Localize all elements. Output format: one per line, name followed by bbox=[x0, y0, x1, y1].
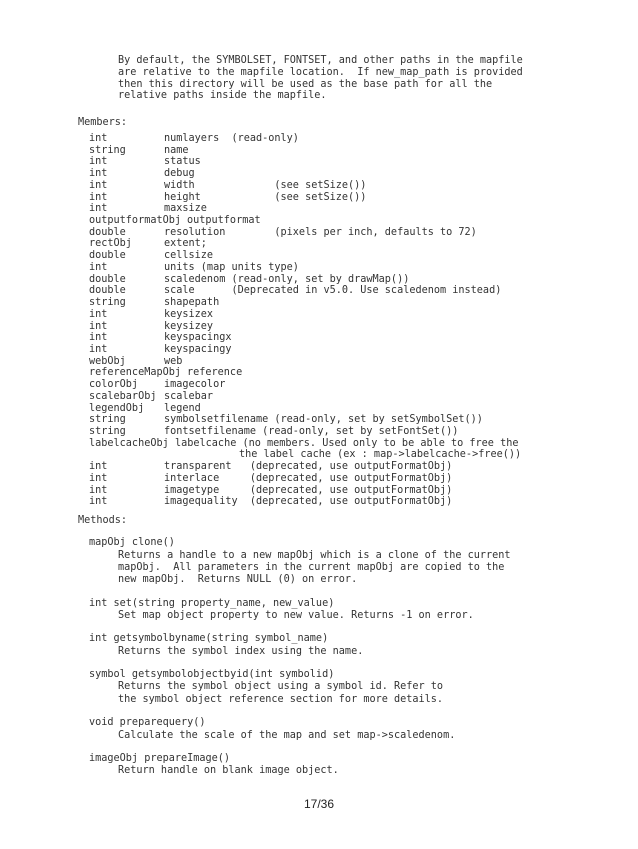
member-name: units (map units type) bbox=[164, 261, 299, 273]
member-type: colorObj bbox=[89, 379, 139, 391]
member-row bbox=[89, 379, 609, 391]
member-type: double bbox=[89, 226, 126, 238]
member-type: int bbox=[89, 320, 108, 332]
method-description: Set map object property to new value. Returns -1 on error. bbox=[118, 610, 474, 621]
member-type: labelcacheObj bbox=[89, 437, 169, 449]
member-row bbox=[89, 414, 609, 426]
member-row bbox=[89, 297, 609, 309]
member-row bbox=[89, 426, 609, 438]
member-row bbox=[89, 403, 609, 415]
page-number: 17/36 bbox=[303, 797, 335, 811]
member-row bbox=[89, 238, 609, 250]
member-row bbox=[89, 438, 609, 450]
member-type: scalebarObj bbox=[89, 390, 157, 402]
method-description: new mapObj. Returns NULL (0) on error. bbox=[118, 574, 358, 586]
member-name: legend bbox=[164, 402, 201, 414]
member-type: string bbox=[89, 297, 126, 309]
member-row bbox=[89, 332, 609, 344]
members-heading: Members: bbox=[78, 117, 128, 128]
member-row bbox=[89, 180, 609, 192]
member-name: scale (Deprecated in v5.0. Use scaledenom instead) bbox=[164, 285, 502, 297]
member-name: imagecolor bbox=[164, 379, 226, 391]
member-type: int bbox=[89, 472, 108, 484]
member-name: resolution (pixels per inch, defaults to 72) bbox=[164, 226, 477, 238]
method-signature: imageObj prepareImage() bbox=[89, 752, 231, 764]
member-type: double bbox=[89, 250, 126, 262]
member-row bbox=[89, 356, 609, 368]
member-row bbox=[89, 473, 609, 485]
member-name: debug bbox=[164, 168, 195, 180]
member-type: int bbox=[89, 191, 108, 203]
member-type: int bbox=[89, 343, 108, 355]
member-row bbox=[89, 496, 609, 508]
member-name: scaledenom (read-only, set by drawMap()) bbox=[164, 273, 410, 285]
member-row bbox=[89, 215, 609, 227]
member-type: int bbox=[89, 261, 108, 273]
member-row bbox=[89, 391, 609, 403]
member-name: maxsize bbox=[164, 203, 207, 215]
member-type: webObj bbox=[89, 355, 126, 367]
member-name: labelcache (no members. Used only to be able to free the bbox=[175, 437, 519, 449]
member-row bbox=[89, 285, 609, 297]
member-type: rectObj bbox=[89, 238, 132, 250]
member-row bbox=[89, 262, 609, 274]
member-row bbox=[89, 250, 609, 262]
intro-line: relative paths inside the mapfile. bbox=[118, 90, 327, 102]
member-type: int bbox=[89, 332, 108, 344]
member-name: web bbox=[164, 355, 183, 367]
member-type: string bbox=[89, 414, 126, 426]
method-description: Returns the symbol index using the name. bbox=[118, 645, 364, 657]
member-name: keyspacingx bbox=[164, 332, 232, 344]
method-description: Returns a handle to a new mapObj which is a clone of the current bbox=[118, 549, 511, 561]
method-signature: symbol getsymbolobjectbyid(int symbolid) bbox=[89, 668, 335, 680]
member-name: symbolsetfilename (read-only, set by setSymbolSet()) bbox=[164, 414, 483, 426]
member-type: referenceMapObj bbox=[89, 367, 182, 379]
member-type: int bbox=[89, 203, 108, 215]
member-row bbox=[89, 344, 609, 356]
member-type: int bbox=[89, 179, 108, 191]
methods-heading: Methods: bbox=[78, 515, 128, 526]
intro-line: then this directory will be used as the base path for all the bbox=[118, 78, 493, 90]
member-name: extent; bbox=[164, 238, 207, 250]
member-name: reference bbox=[187, 367, 243, 379]
member-type: int bbox=[89, 496, 108, 508]
member-type: int bbox=[89, 133, 108, 144]
method-signature: mapObj clone() bbox=[89, 537, 175, 548]
member-type: double bbox=[89, 285, 126, 297]
method-description: the symbol object reference section for more details. bbox=[118, 693, 444, 705]
member-name: imagetype (deprecated, use outputFormatObj) bbox=[164, 484, 453, 496]
member-name: outputformat bbox=[187, 215, 261, 227]
member-name: keysizey bbox=[164, 320, 214, 332]
member-row bbox=[89, 133, 609, 145]
method-signature: void preparequery() bbox=[89, 717, 206, 728]
method-signature: int set(string property_name, new_value) bbox=[89, 597, 335, 609]
member-name: transparent (deprecated, use outputFormatObj) bbox=[164, 461, 453, 473]
member-name: imagequality (deprecated, use outputFormatObj) bbox=[164, 496, 453, 508]
member-name: the label cache (ex : map->labelcache->free()) bbox=[239, 449, 522, 461]
member-row bbox=[89, 274, 609, 286]
member-row bbox=[89, 156, 609, 168]
member-name: name bbox=[164, 144, 189, 156]
member-row bbox=[89, 203, 609, 215]
member-row bbox=[89, 367, 609, 379]
member-row bbox=[89, 227, 609, 239]
member-name: interlace (deprecated, use outputFormatObj) bbox=[164, 472, 453, 484]
member-type: string bbox=[89, 426, 126, 437]
member-type: double bbox=[89, 273, 126, 285]
member-name: cellsize bbox=[164, 250, 214, 262]
member-row bbox=[89, 309, 609, 321]
member-row bbox=[89, 485, 609, 497]
method-description: Returns the symbol object using a symbol id. Refer to bbox=[118, 681, 444, 693]
member-name: keysizex bbox=[164, 308, 214, 320]
member-name: keyspacingy bbox=[164, 343, 232, 355]
method-signature: int getsymbolbyname(string symbol_name) bbox=[89, 633, 329, 645]
method-description: mapObj. All parameters in the current mapObj are copied to the bbox=[118, 561, 505, 573]
member-type: outputformatObj bbox=[89, 215, 182, 227]
intro-line: By default, the SYMBOLSET, FONTSET, and other paths in the mapfile bbox=[118, 55, 523, 66]
member-name: fontsetfilename (read-only, set by setFontSet()) bbox=[164, 426, 459, 437]
member-row bbox=[89, 168, 609, 180]
member-type: int bbox=[89, 156, 108, 168]
member-name: shapepath bbox=[164, 297, 220, 309]
member-name: status bbox=[164, 156, 201, 168]
member-type: int bbox=[89, 461, 108, 473]
method-description: Return handle on blank image object. bbox=[118, 765, 339, 777]
member-row bbox=[89, 145, 609, 157]
member-row bbox=[89, 461, 609, 473]
member-type: int bbox=[89, 168, 108, 180]
member-type: legendObj bbox=[89, 402, 145, 414]
member-name: width (see setSize()) bbox=[164, 179, 367, 191]
intro-line: are relative to the mapfile location. If new_map_path is provided bbox=[118, 66, 523, 78]
member-type: string bbox=[89, 144, 126, 156]
member-type: int bbox=[89, 308, 108, 320]
member-row bbox=[89, 321, 609, 333]
member-row bbox=[89, 449, 609, 461]
member-name: height (see setSize()) bbox=[164, 191, 367, 203]
member-type: int bbox=[89, 484, 108, 496]
member-name: numlayers (read-only) bbox=[164, 133, 299, 144]
method-description: Calculate the scale of the map and set map->scaledenom. bbox=[118, 729, 456, 741]
member-name: scalebar bbox=[164, 390, 214, 402]
member-row bbox=[89, 192, 609, 204]
